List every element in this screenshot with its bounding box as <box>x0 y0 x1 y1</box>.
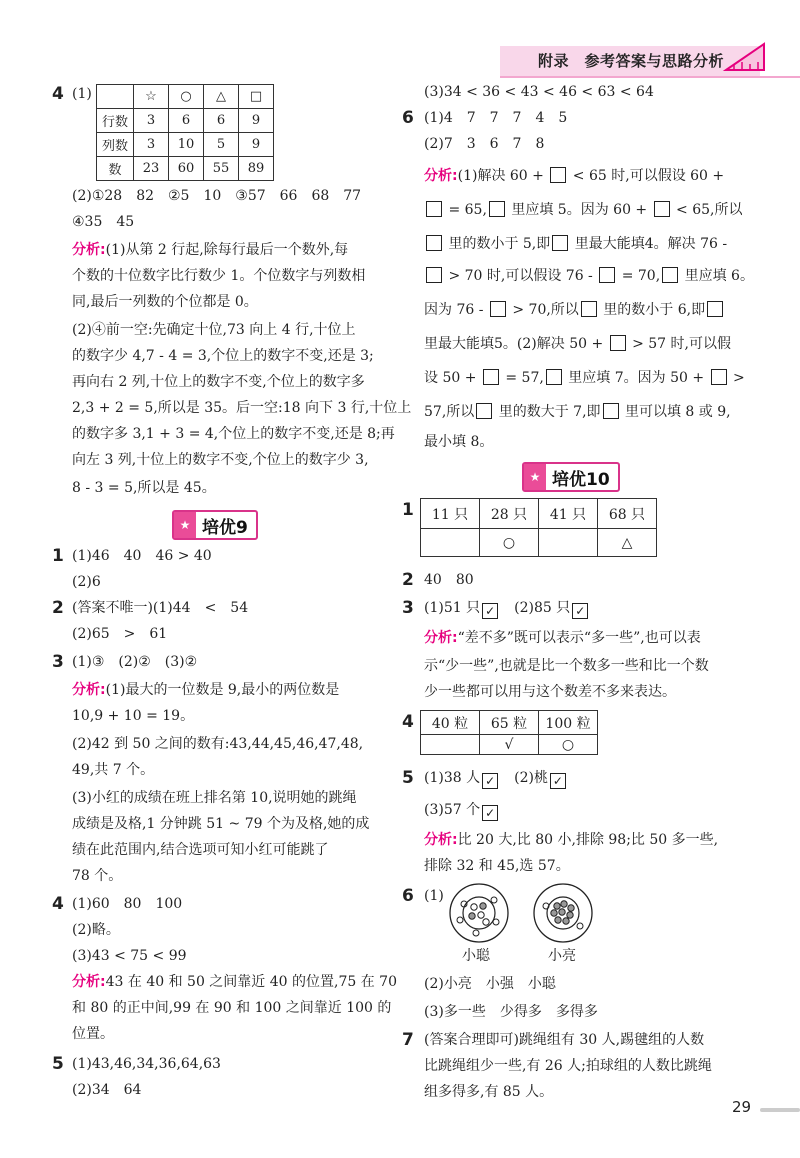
blank-box <box>662 267 678 283</box>
circle-shape-cell: ○ <box>169 85 204 109</box>
analysis-line: 位置。 <box>72 1026 114 1042</box>
blank-box <box>711 369 727 385</box>
table-cell: 55 <box>204 157 239 181</box>
question-number: 6 <box>402 886 414 906</box>
analysis-line: (3)小红的成绩在班上排名第 10,说明她的跳绳 <box>72 790 357 806</box>
analysis-line: 分析:“差不多”既可以表示“多一些”,也可以表 <box>424 630 701 646</box>
answer-line: ④35 45 <box>72 214 135 230</box>
bead-circle-figure <box>532 882 594 944</box>
page-number-bar <box>760 1108 800 1112</box>
table-cell <box>421 529 480 557</box>
analysis-line: 和 80 的正中间,99 在 90 和 100 之间靠近 100 的 <box>72 1000 392 1016</box>
blank-box <box>707 301 723 317</box>
blank-box <box>426 267 442 283</box>
answer-line: (1)4 7 7 7 4 5 <box>424 110 568 126</box>
blank-box <box>581 301 597 317</box>
part-label: (1) <box>424 888 444 904</box>
question-number: 6 <box>402 108 414 128</box>
table-cell: 9 <box>239 109 274 133</box>
table-cell: 9 <box>239 133 274 157</box>
figure-caption: 小亮 <box>548 948 576 964</box>
table-head-cell: 65 粒 <box>480 711 539 735</box>
analysis-line: 排除 32 和 45,选 57。 <box>424 858 570 874</box>
analysis-line: 里最大能填5。(2)解决 50 + > 57 时,可以假 <box>424 336 731 352</box>
analysis-line: 同,最后一列数的个位都是 0。 <box>72 294 258 310</box>
analysis-line: 成绩是及格,1 分钟跳 51 ~ 79 个为及格,她的成 <box>72 816 370 832</box>
table-head-cell: 68 只 <box>598 499 657 529</box>
answer-line: (2)略。 <box>72 922 120 938</box>
table-cell: 23 <box>134 157 169 181</box>
check-box: ✓ <box>572 603 588 619</box>
answer-line: (2)7 3 6 7 8 <box>424 136 545 152</box>
blank-box <box>546 369 562 385</box>
analysis-label: 分析: <box>72 682 106 698</box>
section-title: 培优9 <box>202 517 248 538</box>
answer-line: (3)57 个 ✓ <box>424 800 500 821</box>
question-number: 3 <box>402 598 414 618</box>
analysis-line: 示“少一些”,也就是比一个数多一些和比一个数 <box>424 658 709 674</box>
check-box: ✓ <box>482 773 498 789</box>
answer-line: (答案合理即可)跳绳组有 30 人,踢毽组的人数 <box>424 1032 705 1048</box>
analysis-line: (2)42 到 50 之间的数有:43,44,45,46,47,48, <box>72 736 364 752</box>
table-head-cell: 100 粒 <box>539 711 598 735</box>
analysis-line: = 65, 里应填 5。因为 60 + < 65,所以 <box>424 200 743 220</box>
animal-count-table <box>420 498 657 557</box>
blank-box <box>599 267 615 283</box>
analysis-line: 设 50 + = 57, 里应填 7。因为 50 + > <box>424 370 745 386</box>
analysis-line: 的数字少 4,7 - 4 = 3,个位上的数字不变,还是 3; <box>72 348 374 364</box>
answer-line: 组多得多,有 85 人。 <box>424 1084 554 1100</box>
table-cell: √ <box>480 735 539 755</box>
analysis-line: 2,3 + 2 = 5,所以是 35。后一空:18 向下 3 行,十位上 <box>72 400 412 416</box>
answer-line: 比跳绳组少一些,有 26 人;拍球组的人数比跳绳 <box>424 1058 712 1074</box>
table-cell: 89 <box>239 157 274 181</box>
analysis-line: 因为 76 - > 70,所以 里的数小于 6,即 <box>424 300 725 320</box>
analysis-line: 里的数小于 5,即 里最大能填4。解决 76 - <box>424 234 727 254</box>
table-cell: ○ <box>539 735 598 755</box>
analysis-label: 分析: <box>72 974 106 990</box>
table-cell: 6 <box>169 109 204 133</box>
blank-box <box>489 201 505 217</box>
answer-line: (1)46 40 46 > 40 <box>72 548 212 564</box>
analysis-line: 的数字多 3,1 + 3 = 4,个位上的数字不变,还是 8;再 <box>72 426 395 442</box>
question-number: 4 <box>52 894 64 914</box>
ruler-triangle-icon <box>722 40 768 74</box>
analysis-line: 分析:(1)最大的一位数是 9,最小的两位数是 <box>72 682 340 698</box>
table-head-cell: 11 只 <box>421 499 480 529</box>
answer-line: (1)43,46,34,36,64,63 <box>72 1056 221 1072</box>
analysis-line: 78 个。 <box>72 868 123 884</box>
analysis-label: 分析: <box>424 630 458 646</box>
row-label: 行数 <box>97 109 134 133</box>
triangle-shape-cell: △ <box>204 85 239 109</box>
question-number: 1 <box>52 546 64 566</box>
answer-line: (1)③ (2)② (3)② <box>72 654 198 670</box>
question-number: 4 <box>402 712 414 732</box>
analysis-line: 分析:(1)从第 2 行起,除每行最后一个数外,每 <box>72 242 349 258</box>
section-title: 培优10 <box>552 469 610 490</box>
answer-line: (3)多一些 少得多 多得多 <box>424 1004 598 1020</box>
analysis-line: 向左 3 列,十位上的数字不变,个位上的数字少 3, <box>72 452 369 468</box>
analysis-line: 57,所以 里的数大于 7,即 里可以填 8 或 9, <box>424 404 731 420</box>
header-rule <box>500 76 800 78</box>
analysis-line: 49,共 7 个。 <box>72 762 155 778</box>
analysis-label: 分析: <box>424 832 458 848</box>
number-table <box>96 84 274 181</box>
part-label: (1) <box>72 86 92 102</box>
analysis-line: 分析:43 在 40 和 50 之间靠近 40 的位置,75 在 70 <box>72 974 397 990</box>
question-number: 2 <box>402 570 414 590</box>
bead-circle-figure <box>448 882 510 944</box>
analysis-line: 8 - 3 = 5,所以是 45。 <box>72 480 216 496</box>
star-icon: ★ <box>174 512 196 538</box>
table-cell: 10 <box>169 133 204 157</box>
table-head-cell: 28 只 <box>480 499 539 529</box>
table-cell: 3 <box>134 109 169 133</box>
star-shape-cell: ☆ <box>134 85 169 109</box>
answer-line: (1)60 80 100 <box>72 896 183 912</box>
row-label: 数 <box>97 157 134 181</box>
analysis-line: (2)④前一空:先确定十位,73 向上 4 行,十位上 <box>72 322 356 338</box>
question-number: 1 <box>402 500 414 520</box>
table-head-cell: 40 粒 <box>421 711 480 735</box>
square-shape-cell: □ <box>239 85 274 109</box>
table-cell: 3 <box>134 133 169 157</box>
star-icon: ★ <box>524 464 546 490</box>
analysis-line: 再向右 2 列,十位上的数字不变,个位上的数字多 <box>72 374 365 390</box>
grain-count-table <box>420 710 598 755</box>
answer-line: (1)38 人 ✓ (2)桃 ✓ <box>424 768 568 789</box>
blank-box <box>490 301 506 317</box>
table-head-cell: 41 只 <box>539 499 598 529</box>
section-header-10 <box>522 462 620 492</box>
blank-box <box>603 403 619 419</box>
question-number: 5 <box>52 1054 64 1074</box>
check-box: ✓ <box>482 603 498 619</box>
figure-caption: 小聪 <box>462 948 490 964</box>
page-number: 29 <box>732 1098 752 1116</box>
blank-box <box>654 201 670 217</box>
question-number: 7 <box>402 1030 414 1050</box>
blank-box <box>610 335 626 351</box>
answer-line: (答案不唯一)(1)44 < 54 <box>72 600 249 616</box>
analysis-line: 少一些都可以用与这个数差不多来表达。 <box>424 684 676 700</box>
question-number: 5 <box>402 768 414 788</box>
table-cell <box>421 735 480 755</box>
table-corner <box>97 85 134 109</box>
question-number: 2 <box>52 598 64 618</box>
check-box: ✓ <box>482 805 498 821</box>
row-label: 列数 <box>97 133 134 157</box>
answer-line: (2)6 <box>72 574 101 590</box>
answer-line: (2)①28 82 ②5 10 ③57 66 68 77 <box>72 188 362 204</box>
analysis-line: 最小填 8。 <box>424 434 494 450</box>
table-cell: 60 <box>169 157 204 181</box>
question-number: 4 <box>52 84 64 104</box>
blank-box <box>550 167 566 183</box>
answer-line: 40 80 <box>424 572 474 588</box>
answer-line: (2)65 > 61 <box>72 626 168 642</box>
answer-line: (2)34 64 <box>72 1082 142 1098</box>
analysis-line: 绩在此范围内,结合选项可知小红可能跳了 <box>72 842 329 858</box>
blank-box <box>426 201 442 217</box>
table-cell <box>539 529 598 557</box>
table-cell: 6 <box>204 109 239 133</box>
header-title: 附录 参考答案与思路分析 <box>538 52 725 70</box>
answer-line: (3)43 < 75 < 99 <box>72 948 187 964</box>
blank-box <box>476 403 492 419</box>
analysis-line: 10,9 + 10 = 19。 <box>72 708 195 724</box>
blank-box <box>552 235 568 251</box>
analysis-line: 分析:比 20 大,比 80 小,排除 98;比 50 多一些, <box>424 832 719 848</box>
blank-box <box>426 235 442 251</box>
question-number: 3 <box>52 652 64 672</box>
table-cell: △ <box>598 529 657 557</box>
analysis-label: 分析: <box>72 242 106 258</box>
table-cell: ○ <box>480 529 539 557</box>
answer-line: (1)51 只 ✓ (2)85 只 ✓ <box>424 598 590 619</box>
check-box: ✓ <box>550 773 566 789</box>
analysis-line: > 70 时,可以假设 76 - = 70, 里应填 6。 <box>424 266 754 286</box>
answer-line: (2)小亮 小强 小聪 <box>424 976 556 992</box>
analysis-line: 分析:(1)解决 60 + < 65 时,可以假设 60 + <box>424 168 725 184</box>
blank-box <box>483 369 499 385</box>
analysis-line: 个数的十位数字比行数少 1。个位数字与列数相 <box>72 268 366 284</box>
table-cell: 5 <box>204 133 239 157</box>
section-header-9 <box>172 510 258 540</box>
analysis-label: 分析: <box>424 168 458 184</box>
answer-line: (3)34 < 36 < 43 < 46 < 63 < 64 <box>424 84 654 100</box>
